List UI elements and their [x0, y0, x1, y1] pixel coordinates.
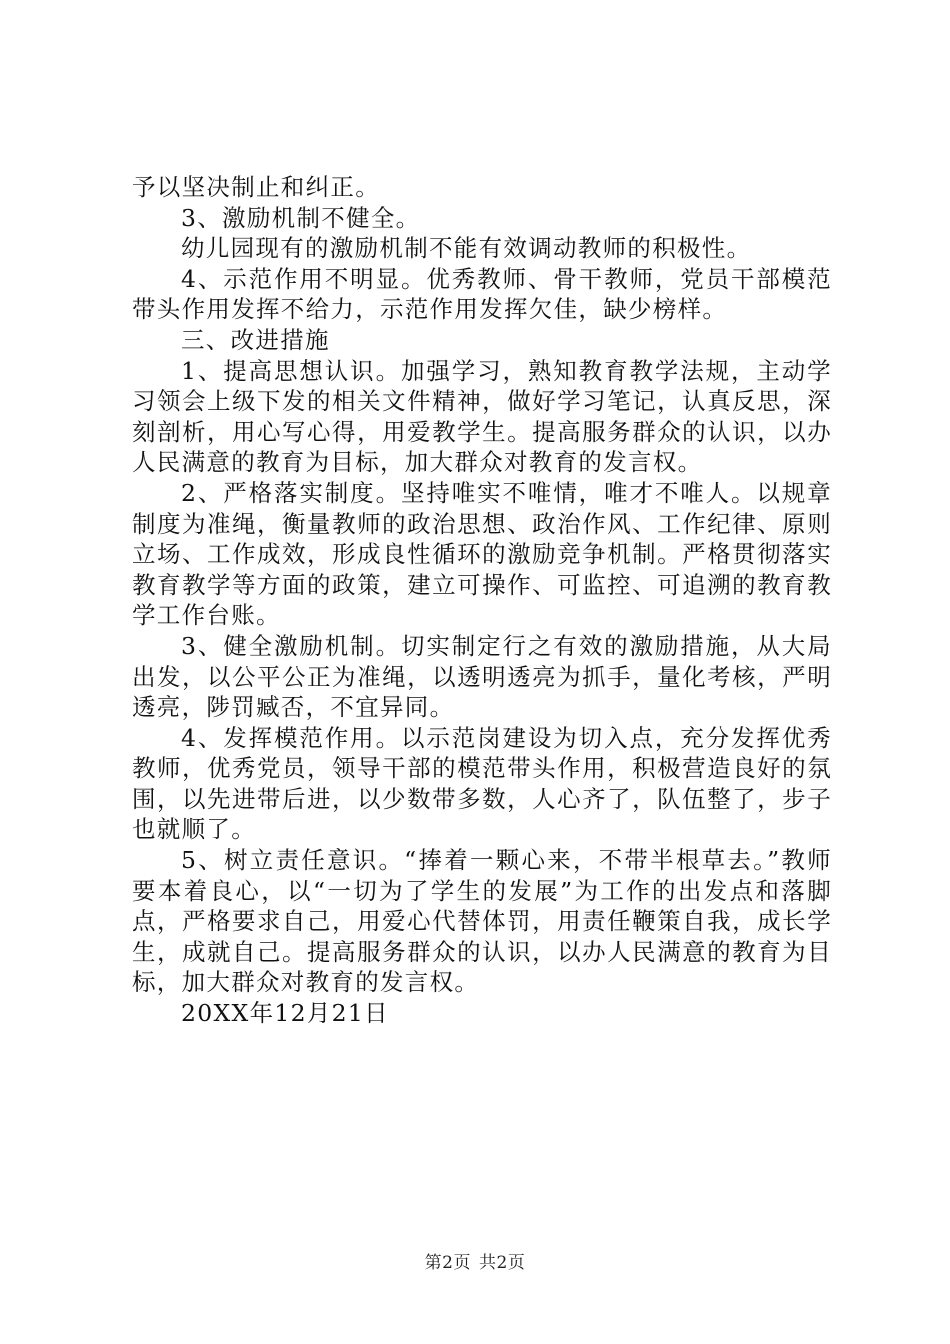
section-heading-improvements: 三、改进措施 — [181, 325, 330, 354]
paragraph-measure-1: 1、提高思想认识。加强学习，熟知教育教学法规，主动学习领会上级下发的相关文件精神，做好学习笔记，认真反思，深刻剖析，用心写心得，用爱教学生。提高服务群众的认识，以办人民满意的教育为目标，加大群众对教育的发言权。 — [132, 356, 832, 477]
paragraph-issue-3: 3、激励机制不健全。 — [181, 203, 421, 232]
document-body — [132, 172, 832, 1029]
paragraph-issue-4: 4、示范作用不明显。优秀教师、骨干教师，党员干部模范带头作用发挥不给力，示范作用发挥欠佳，缺少榜样。 — [132, 264, 832, 324]
paragraph-measure-3: 3、健全激励机制。切实制定行之有效的激励措施，从大局出发，以公平公正为准绳，以透明透亮为抓手，量化考核，严明透亮，陟罚臧否，不宜异同。 — [132, 631, 832, 722]
page-footer — [0, 1248, 950, 1273]
paragraph-measure-5: 5、树立责任意识。“捧着一颗心来，不带半根草去。”教师要本着良心，以“一切为了学生的发展”为工作的出发点和落脚点，严格要求自己，用爱心代替体罚，用责任鞭策自我，成长学生，成就自己。提高服务群众的认识，以办人民满意的教育为目标，加大群众对教育的发言权。 — [132, 846, 832, 997]
page-number: 第2页 — [424, 1253, 471, 1273]
paragraph-continuation: 予以坚决制止和纠正。 — [132, 173, 380, 201]
document-date: 20XX年12月21日 — [181, 999, 389, 1028]
paragraph-measure-2: 2、严格落实制度。坚持唯实不唯情，唯才不唯人。以规章制度为准绳，衡量教师的政治思想、政治作风、工作纪律、原则立场、工作成效，形成良性循环的激励竞争机制。严格贯彻落实教育教学等方面的政策，建立可操作、可监控、可追溯的教育教学工作台账。 — [132, 478, 832, 630]
paragraph-measure-4: 4、发挥模范作用。以示范岗建设为切入点，充分发挥优秀教师，优秀党员，领导干部的模范带头作用，积极营造良好的氛围，以先进带后进，以少数带多数，人心齐了，队伍整了，步子也就顺了。 — [132, 723, 832, 844]
page-total: 共2页 — [479, 1253, 526, 1273]
paragraph-issue-3-detail: 幼儿园现有的激励机制不能有效调动教师的积极性。 — [181, 234, 752, 263]
